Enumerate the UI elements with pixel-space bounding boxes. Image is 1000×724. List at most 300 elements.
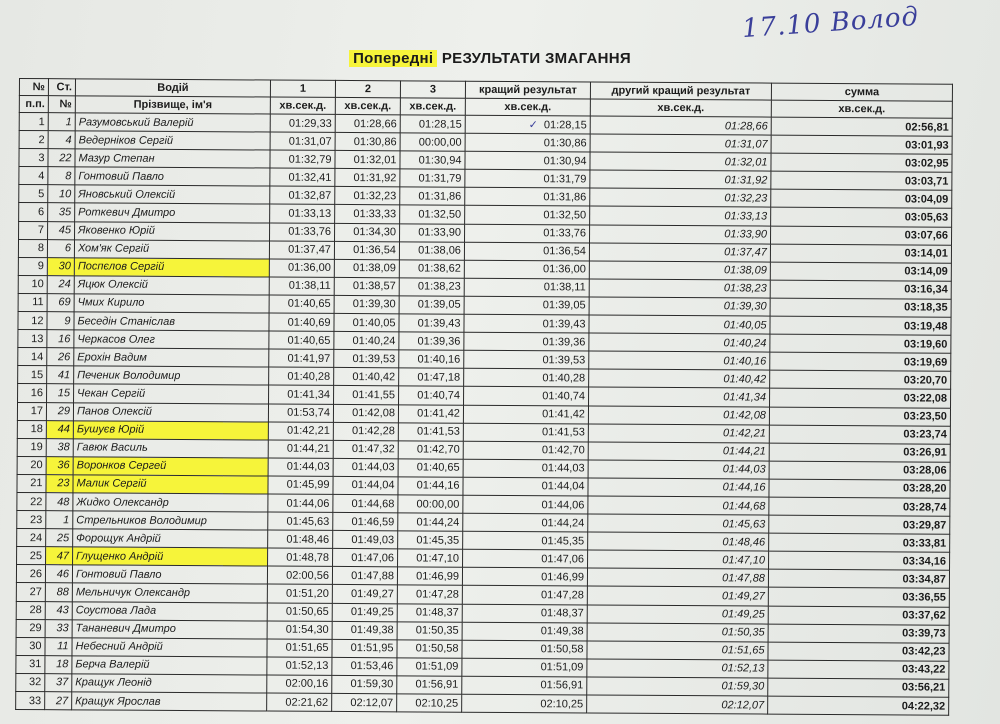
cell-run-3-text: 01:31,79	[418, 172, 462, 185]
header-unit-r3: хв.сек.д.	[400, 98, 465, 115]
cell-second-best-text: 01:38,23	[723, 282, 767, 295]
cell-run-3-text: 01:31,86	[418, 190, 462, 203]
checkmark-icon: ✓	[528, 119, 538, 132]
cell-driver-name-text: Беседін Станіслав	[77, 314, 176, 328]
cell-run-1	[269, 277, 334, 295]
cell-best-result-text: 01:49,38	[540, 625, 584, 638]
cell-run-3-text: 01:47,10	[416, 552, 460, 565]
cell-run-2	[335, 187, 400, 205]
cell-sum	[769, 479, 950, 498]
cell-pos-text: 18	[30, 423, 43, 436]
cell-sum	[770, 316, 951, 335]
cell-run-3	[398, 531, 463, 549]
cell-run-2	[334, 386, 399, 404]
cell-sum	[771, 208, 952, 227]
cell-pos-text: 9	[37, 260, 44, 273]
cell-run-3	[399, 278, 464, 296]
cell-sum-text: 03:05,63	[904, 211, 949, 224]
cell-run-1-text: 01:53,74	[287, 406, 330, 419]
cell-sum-text: 03:43,22	[901, 663, 946, 677]
cell-run-3	[399, 314, 464, 332]
cell-second-best-text: 01:59,30	[721, 680, 765, 694]
cell-second-best	[587, 677, 768, 696]
cell-run-1	[270, 114, 335, 132]
cell-run-2-text: 01:49,38	[350, 624, 394, 637]
cell-pos-text: 30	[29, 640, 42, 653]
header-st-sub: №	[48, 96, 75, 113]
cell-run-3-text: 01:39,05	[417, 298, 461, 312]
cell-run-3	[400, 187, 465, 205]
results-table	[15, 78, 953, 716]
cell-driver-name-text: Разумовський Валерій	[78, 115, 194, 129]
cell-sum-text: 03:34,16	[902, 555, 947, 568]
cell-pos-text: 8	[37, 242, 44, 255]
cell-best-result	[465, 170, 590, 189]
cell-pos	[19, 221, 48, 239]
cell-start-number-text: 41	[57, 369, 71, 382]
cell-driver-name	[74, 384, 269, 403]
cell-run-3-text: 01:32,50	[418, 208, 462, 221]
cell-driver-name	[73, 493, 268, 512]
cell-driver-name	[74, 312, 269, 331]
header-second: другий кращий результат	[590, 82, 771, 100]
cell-driver-name	[74, 348, 269, 367]
cell-second-best	[589, 279, 770, 298]
cell-second-best-text: 01:44,16	[722, 481, 766, 494]
cell-run-3	[400, 205, 465, 223]
cell-run-3-text: 01:51,09	[415, 660, 459, 674]
cell-start-number	[46, 547, 73, 565]
cell-run-3-text: 01:50,58	[415, 642, 459, 655]
cell-run-2-text: 01:49,25	[350, 606, 394, 619]
cell-best-result	[465, 206, 590, 225]
cell-start-number	[47, 294, 74, 312]
cell-pos	[17, 402, 46, 420]
cell-start-number	[46, 438, 73, 456]
cell-start-number-text: 69	[58, 296, 71, 309]
cell-sum	[771, 189, 952, 208]
cell-run-3	[398, 477, 463, 495]
header-sum: сумма	[771, 83, 952, 101]
cell-run-1	[267, 566, 332, 584]
cell-run-1	[267, 584, 332, 602]
cell-driver-name-text: Гонтовий Павло	[78, 170, 164, 183]
cell-driver-name-text: Ерохін Вадим	[77, 351, 147, 364]
cell-start-number-text: 18	[56, 658, 69, 671]
cell-pos	[18, 366, 47, 384]
cell-best-result	[464, 314, 589, 333]
cell-start-number-text: 88	[56, 586, 69, 599]
cell-pos	[17, 456, 46, 474]
cell-run-2-text: 01:49,27	[350, 588, 394, 601]
cell-run-2	[335, 223, 400, 241]
cell-best-result	[463, 423, 588, 442]
cell-sum-text: 03:20,70	[903, 374, 948, 387]
cell-start-number-text: 47	[56, 550, 70, 563]
cell-run-3-text: 01:46,99	[416, 570, 459, 583]
cell-driver-name-text: Панов Олексій	[76, 405, 152, 418]
cell-second-best	[590, 206, 771, 225]
cell-pos	[18, 312, 47, 330]
cell-sum	[769, 443, 950, 462]
cell-driver-name-text: Кращук Ярослав	[75, 694, 161, 708]
cell-pos	[19, 149, 48, 167]
cell-run-2-text: 02:12,07	[350, 696, 394, 709]
cell-run-2	[333, 404, 398, 422]
cell-run-3	[397, 694, 462, 712]
cell-run-1-text: 01:32,87	[288, 189, 332, 202]
cell-run-2-text: 01:47,32	[351, 443, 395, 456]
cell-best-result	[462, 676, 587, 695]
cell-run-2	[335, 151, 400, 169]
cell-driver-name-text: Соустова Лада	[75, 604, 157, 617]
cell-run-3-text: 01:39,36	[417, 335, 461, 348]
cell-run-2	[333, 458, 398, 476]
cell-driver-name-text: Тананевич Дмитро	[75, 622, 176, 636]
cell-best-result-text: 01:44,04	[541, 480, 585, 493]
cell-start-number	[48, 185, 75, 203]
cell-second-best-text: 01:47,88	[722, 572, 765, 585]
header-best: кращий результат	[465, 81, 590, 99]
cell-second-best-text: 01:38,09	[723, 264, 767, 277]
cell-driver-name	[74, 276, 269, 295]
cell-driver-name	[75, 113, 270, 132]
cell-run-3-text: 01:39,43	[417, 317, 461, 330]
cell-run-3-text: 01:44,16	[416, 479, 460, 493]
cell-run-1-text: 01:51,20	[285, 587, 329, 600]
cell-pos-text: 11	[32, 296, 44, 309]
cell-second-best	[590, 116, 771, 135]
cell-best-result-text: 01:39,43	[542, 317, 586, 331]
page-title	[0, 50, 980, 67]
cell-pos-text: 3	[38, 151, 45, 164]
cell-sum	[769, 551, 950, 570]
cell-sum	[771, 135, 952, 154]
cell-second-best-text: 01:31,92	[724, 174, 768, 187]
cell-pos-text: 6	[38, 206, 45, 219]
cell-driver-name	[75, 149, 270, 168]
cell-run-2-text: 01:47,88	[351, 569, 395, 583]
cell-best-result	[462, 604, 587, 623]
cell-run-3	[398, 495, 463, 513]
cell-driver-name-text: Ведерніков Сергій	[78, 134, 174, 147]
cell-run-3	[398, 459, 463, 477]
cell-run-1	[268, 422, 333, 440]
cell-pos-text: 7	[37, 224, 45, 237]
cell-run-3	[399, 350, 464, 368]
cell-pos-text: 13	[31, 332, 44, 345]
header-r3: 3	[400, 81, 465, 98]
cell-pos	[17, 474, 46, 492]
cell-run-2-text: 01:38,57	[352, 280, 396, 293]
cell-best-result	[464, 260, 589, 279]
cell-run-2	[333, 476, 398, 494]
cell-start-number-text: 29	[57, 405, 71, 418]
cell-pos	[17, 511, 46, 529]
cell-best-result-text: 01:33,76	[543, 227, 587, 240]
cell-run-2	[335, 114, 400, 132]
cell-driver-name	[75, 131, 270, 150]
cell-start-number-text: 25	[56, 531, 70, 545]
cell-run-1-text: 02:21,62	[285, 696, 329, 709]
cell-pos	[17, 529, 46, 547]
header-unit-second: хв.сек.д.	[590, 99, 771, 117]
cell-driver-name-text: Глущенко Андрій	[76, 550, 164, 563]
cell-start-number	[47, 276, 74, 294]
cell-pos-text: 19	[30, 441, 43, 454]
cell-pos-text: 28	[29, 604, 42, 617]
cell-second-best	[588, 405, 769, 424]
cell-start-number	[45, 601, 72, 619]
cell-second-best	[588, 514, 769, 533]
cell-second-best-text: 01:41,34	[723, 391, 767, 404]
cell-run-3-text: 01:50,35	[415, 624, 459, 637]
cell-driver-name-text: Яновський Олексій	[78, 188, 176, 201]
cell-sum-text: 03:56,21	[901, 681, 946, 695]
cell-start-number-text: 35	[58, 206, 72, 219]
cell-sum-text: 03:16,34	[904, 283, 948, 297]
cell-run-1	[268, 530, 333, 548]
cell-sum-text: 03:26,91	[903, 446, 947, 459]
cell-best-result	[464, 242, 589, 261]
cell-run-1-text: 01:40,65	[287, 298, 331, 311]
cell-best-result	[462, 568, 587, 587]
cell-run-1-text: 01:41,97	[287, 352, 331, 365]
cell-run-2	[332, 675, 397, 693]
cell-sum	[771, 153, 952, 172]
cell-run-1-text: 01:42,21	[286, 424, 330, 438]
cell-run-3	[397, 603, 462, 621]
cell-run-2-text: 01:47,06	[351, 551, 395, 565]
cell-sum-text: 03:28,20	[903, 482, 947, 496]
cell-sum	[768, 642, 949, 661]
cell-driver-name-text: Гавюк Василь	[76, 441, 148, 455]
cell-start-number	[48, 113, 75, 131]
cell-pos	[17, 547, 46, 565]
cell-second-best	[588, 478, 769, 497]
cell-run-3-text: 00:00,00	[416, 497, 460, 511]
cell-run-1	[268, 404, 333, 422]
cell-second-best-text: 01:40,24	[723, 336, 767, 350]
cell-run-2	[335, 169, 400, 187]
cell-run-1-text: 01:48,78	[286, 551, 330, 564]
cell-run-1-text: 01:51,65	[285, 641, 329, 655]
cell-sum	[770, 244, 951, 263]
cell-best-result-text: 01:40,28	[542, 372, 586, 385]
cell-run-2	[334, 295, 399, 313]
cell-sum-text: 03:28,74	[902, 500, 947, 514]
cell-best-result	[465, 224, 590, 243]
cell-driver-name-text: Поспєлов Сергій	[77, 260, 165, 274]
cell-second-best	[587, 641, 768, 660]
cell-sum-text: 03:33,81	[902, 537, 947, 550]
cell-sum	[770, 262, 951, 281]
cell-second-best	[589, 297, 770, 316]
cell-best-result-text: 01:30,94	[543, 154, 587, 168]
cell-run-2-text: 01:39,53	[352, 352, 396, 366]
cell-run-2-text: 01:40,05	[352, 316, 396, 329]
cell-run-2	[334, 313, 399, 331]
cell-start-number	[46, 529, 73, 547]
cell-best-result-text: 01:44,24	[541, 516, 585, 530]
cell-run-3-text: 01:41,42	[417, 407, 460, 420]
cell-best-result	[464, 332, 589, 351]
cell-start-number-text: 33	[56, 622, 69, 635]
cell-run-2	[333, 512, 398, 530]
cell-run-3-text: 01:41,53	[416, 425, 460, 438]
cell-run-1	[270, 168, 335, 186]
cell-run-1-text: 01:52,13	[285, 659, 329, 673]
cell-sum-text: 03:18,35	[904, 301, 948, 315]
cell-best-result-text: 01:45,35	[541, 534, 585, 548]
cell-run-2	[332, 693, 397, 711]
cell-run-2-text: 01:44,04	[351, 479, 395, 492]
cell-driver-name	[73, 439, 268, 458]
cell-second-best-text: 02:12,07	[721, 698, 765, 712]
cell-pos-text: 10	[31, 278, 44, 291]
cell-start-number-text: 48	[57, 495, 70, 508]
cell-start-number-text: 24	[58, 278, 71, 291]
cell-pos	[18, 293, 47, 311]
cell-pos	[16, 601, 45, 619]
cell-start-number	[45, 583, 72, 601]
cell-sum-text: 02:56,81	[905, 120, 949, 134]
handwritten-note: 17.10 Волод	[741, 1, 920, 45]
cell-run-2-text: 01:44,03	[351, 461, 395, 474]
cell-pos	[16, 655, 45, 673]
cell-sum	[770, 298, 951, 317]
cell-sum	[771, 117, 952, 136]
cell-run-3	[399, 241, 464, 259]
cell-run-2	[332, 657, 397, 675]
cell-run-2	[332, 567, 397, 585]
cell-sum	[768, 606, 949, 625]
cell-start-number	[48, 167, 75, 185]
cell-second-best	[587, 623, 768, 642]
cell-start-number	[47, 348, 74, 366]
cell-pos	[18, 257, 47, 275]
cell-run-2	[333, 422, 398, 440]
cell-run-3-text: 01:56,91	[415, 678, 459, 692]
cell-driver-name-text: Мельничук Олександр	[75, 586, 191, 600]
cell-best-result-text: 01:47,28	[540, 589, 584, 602]
cell-pos-text: 29	[29, 622, 42, 635]
cell-run-2-text: 01:49,03	[351, 533, 395, 547]
cell-pos-text: 22	[30, 495, 43, 508]
cell-second-best	[588, 550, 769, 569]
cell-run-3	[397, 567, 462, 585]
cell-start-number-text: 30	[58, 260, 71, 273]
cell-run-1	[267, 639, 332, 657]
cell-pos	[16, 673, 45, 691]
cell-run-2	[333, 494, 398, 512]
cell-start-number	[46, 420, 73, 438]
cell-pos-text: 33	[28, 694, 42, 707]
cell-run-3	[397, 585, 462, 603]
cell-best-result	[462, 640, 587, 659]
cell-run-1-text: 01:41,34	[287, 388, 331, 401]
cell-run-1	[269, 313, 334, 331]
cell-best-result	[462, 622, 587, 641]
cell-run-3-text: 01:28,15	[418, 117, 462, 131]
cell-start-number	[48, 149, 75, 167]
cell-pos-text: 1	[38, 115, 45, 128]
cell-second-best	[590, 225, 771, 244]
cell-driver-name	[72, 619, 267, 638]
cell-second-best	[588, 460, 769, 479]
cell-pos	[18, 348, 47, 366]
cell-best-result	[465, 133, 590, 152]
cell-run-2	[334, 259, 399, 277]
cell-driver-name-text: Яцюк Олексій	[77, 278, 148, 292]
cell-driver-name	[74, 239, 269, 258]
cell-pos	[19, 131, 48, 149]
cell-run-1-text: 01:32,41	[288, 171, 332, 184]
cell-run-1	[269, 241, 334, 259]
cell-second-best-text: 01:42,21	[722, 427, 766, 440]
cell-driver-name-text: Форощук Андрій	[76, 532, 161, 545]
cell-driver-name	[75, 167, 270, 186]
cell-best-result	[463, 549, 588, 568]
cell-driver-name	[75, 185, 270, 204]
cell-sum-text: 03:37,62	[902, 609, 946, 622]
cell-second-best-text: 01:40,42	[723, 373, 767, 386]
cell-start-number	[48, 221, 75, 239]
cell-second-best-text: 01:45,63	[722, 517, 766, 531]
cell-run-3-text: 01:45,35	[416, 534, 460, 547]
cell-run-1-text: 01:40,65	[287, 334, 331, 347]
cell-run-3-text: 02:10,25	[415, 696, 459, 710]
cell-best-result-text: 01:28,15	[543, 119, 587, 132]
cell-run-1	[270, 132, 335, 150]
cell-start-number-text: 26	[58, 351, 71, 364]
cell-sum-text: 03:19,69	[903, 356, 948, 369]
cell-driver-name	[73, 511, 268, 530]
cell-best-result	[463, 477, 588, 496]
cell-sum-text: 03:23,74	[903, 428, 947, 441]
cell-sum	[771, 171, 952, 190]
cell-run-2-text: 01:39,30	[352, 298, 396, 311]
cell-sum-text: 03:34,87	[902, 573, 946, 586]
cell-best-result	[465, 188, 590, 207]
cell-run-1	[268, 494, 333, 512]
cell-start-number	[47, 366, 74, 384]
cell-driver-name	[72, 692, 267, 711]
header-unit-r2: хв.сек.д.	[335, 97, 400, 114]
cell-driver-name-text: Жидко Олександр	[76, 495, 169, 509]
cell-driver-name-text: Чмих Кирило	[77, 296, 145, 310]
cell-pos-text: 26	[29, 567, 43, 581]
cell-second-best-text: 01:44,68	[722, 499, 766, 513]
cell-driver-name	[72, 583, 267, 602]
cell-driver-name	[75, 203, 270, 222]
cell-second-best-text: 01:40,05	[723, 318, 767, 332]
cell-best-result-text: 01:41,53	[541, 426, 585, 439]
cell-pos-text: 27	[29, 586, 42, 599]
cell-start-number-text: 43	[56, 604, 69, 617]
cell-second-best-text: 01:49,25	[721, 608, 765, 621]
cell-best-result-text: 01:41,42	[542, 408, 585, 421]
cell-second-best	[588, 442, 769, 461]
cell-run-1	[268, 548, 333, 566]
cell-second-best-text: 01:51,65	[721, 644, 765, 657]
cell-run-3-text: 01:40,74	[417, 389, 461, 402]
cell-pos	[18, 239, 47, 257]
cell-driver-name-text: Гонтовий Павло	[75, 568, 162, 581]
cell-start-number	[46, 456, 73, 474]
cell-second-best-text: 01:28,66	[724, 119, 768, 133]
cell-start-number	[47, 312, 74, 330]
